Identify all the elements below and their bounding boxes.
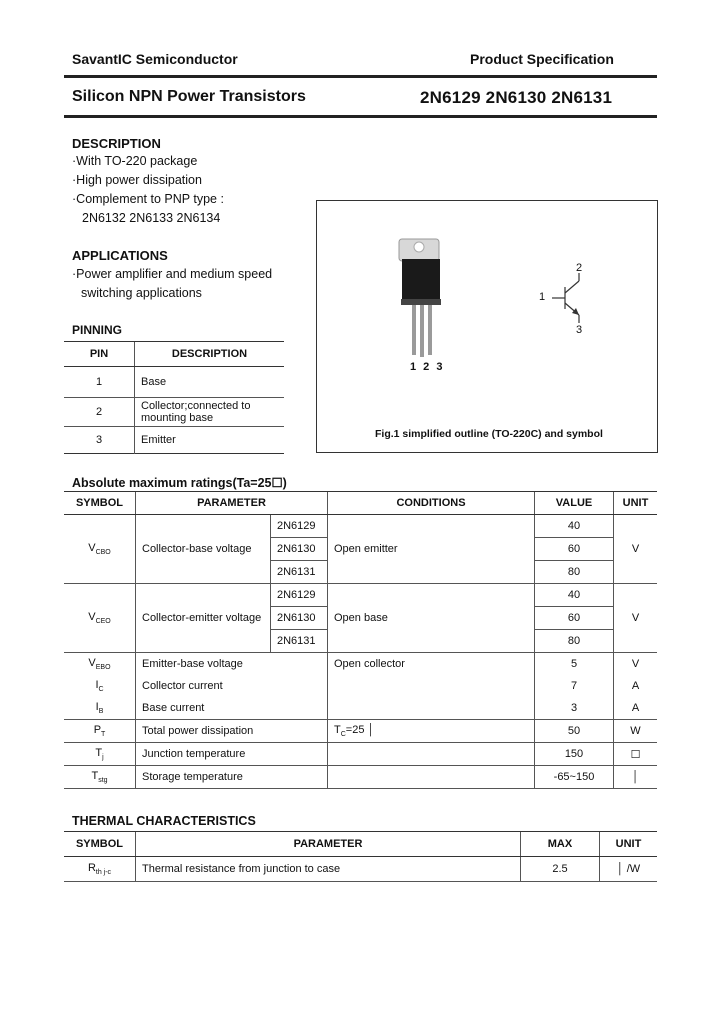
symbol-cell: $T_{stg}$ [64, 766, 136, 789]
unit-cell: │ [614, 766, 658, 789]
desc-col-header: DESCRIPTION [135, 342, 285, 367]
value-cell: 80 [535, 630, 614, 653]
unit-cell: W [614, 720, 658, 743]
col-parameter: PARAMETER [136, 492, 328, 515]
pinning-heading: PINNING [72, 323, 123, 337]
condition-cell [328, 697, 535, 720]
parameter-cell: Emitter-base voltage [136, 653, 328, 676]
unit-cell: A [614, 675, 658, 697]
value-cell: 50 [535, 720, 614, 743]
table-row [64, 697, 657, 720]
condition-cell: Open base [328, 584, 535, 653]
company-name: SavantIC Semiconductor [72, 51, 238, 67]
part-cell: 2N6131 [271, 630, 328, 653]
symbol-pin-1: 1 [539, 291, 546, 303]
description-line: ·High power dissipation [72, 173, 202, 187]
parameter-cell: Collector-emitter voltage [136, 584, 271, 653]
package-pin-labels: 1 2 3 [410, 361, 445, 373]
amr-heading: Absolute maximum ratings(Ta=25☐) [72, 476, 287, 490]
value-cell: 60 [535, 538, 614, 561]
part-cell: 2N6130 [271, 538, 328, 561]
figure-box [316, 200, 658, 453]
col-symbol: SYMBOL [64, 492, 136, 515]
symbol-cell: $V_{CBO}$ [64, 515, 136, 584]
col-unit: UNIT [614, 492, 658, 515]
document-title: Silicon NPN Power Transistors [72, 88, 306, 105]
table-row [64, 653, 657, 676]
part-cell: 2N6130 [271, 607, 328, 630]
parameter-cell: Collector current [136, 675, 328, 697]
unit-cell: A [614, 697, 658, 720]
symbol-cell: $V_{CEO}$ [64, 584, 136, 653]
condition-cell: Open emitter [328, 515, 535, 584]
symbol-pin-3: 3 [576, 324, 583, 336]
symbol-cell: $V_{EBO}$ [88, 656, 111, 672]
description-line: 2N6132 2N6133 2N6134 [82, 211, 221, 225]
table-row [64, 398, 284, 427]
symbol-cell: $R_{th j-c}$ [64, 857, 136, 882]
col-conditions: CONDITIONS [328, 492, 535, 515]
table-row [64, 515, 657, 538]
value-cell: 80 [535, 561, 614, 584]
applications-heading: APPLICATIONS [72, 248, 168, 263]
value-cell: 5 [535, 653, 614, 676]
col-value: VALUE [535, 492, 614, 515]
part-cell: 2N6129 [271, 584, 328, 607]
col-unit: UNIT [600, 832, 658, 857]
value-cell: 40 [535, 584, 614, 607]
pin-number: 3 [95, 434, 103, 446]
table-row [64, 427, 284, 454]
parameter-cell: Collector-base voltage [136, 515, 271, 584]
value-cell: 3 [535, 697, 614, 720]
description-list [72, 152, 224, 228]
condition-cell [328, 675, 535, 697]
unit-cell: V [614, 653, 658, 676]
pin-col-header: PIN [64, 342, 135, 367]
value-cell: 60 [535, 607, 614, 630]
table-row [64, 720, 657, 743]
description-heading: DESCRIPTION [72, 136, 161, 151]
table-row [64, 675, 657, 697]
pin-description: Base [135, 367, 285, 398]
parameter-cell: Base current [136, 697, 328, 720]
pin-number: 2 [95, 406, 103, 418]
condition-cell [328, 766, 535, 789]
col-parameter: PARAMETER [136, 832, 521, 857]
symbol-cell: $P_T$ [64, 720, 136, 743]
symbol-pin-2: 2 [576, 262, 583, 274]
unit-cell: │ /W [600, 857, 658, 882]
unit-cell: V [614, 584, 658, 653]
table-row [64, 367, 284, 398]
unit-cell: ☐ [614, 743, 658, 766]
description-line: ·Complement to PNP type : [72, 192, 224, 206]
spec-label: Product Specification [470, 51, 614, 67]
parameter-cell: Storage temperature [136, 766, 328, 789]
table-row [64, 584, 657, 607]
part-numbers: 2N6129 2N6130 2N6131 [420, 88, 613, 107]
header-rule-bottom [64, 115, 657, 118]
max-cell: 2.5 [521, 857, 600, 882]
symbol-cell: $I_B$ [64, 697, 136, 720]
header-rule-top [64, 75, 657, 78]
parameter-cell: Junction temperature [136, 743, 328, 766]
parameter-cell: Total power dissipation [136, 720, 328, 743]
value-cell: 7 [535, 675, 614, 697]
table-row [64, 857, 657, 882]
thermal-heading: THERMAL CHARACTERISTICS [72, 814, 256, 828]
symbol-cell: $T_j$ [64, 743, 136, 766]
condition-cell [328, 743, 535, 766]
col-max: MAX [521, 832, 600, 857]
pin-number: 1 [95, 376, 103, 388]
figure-caption: Fig.1 simplified outline (TO-220C) and symbol [375, 428, 603, 440]
pin-description: Collector;connected to mounting base [135, 398, 285, 427]
table-row [64, 743, 657, 766]
value-cell: 40 [535, 515, 614, 538]
absolute-max-ratings-table [64, 491, 657, 789]
part-cell: 2N6131 [271, 561, 328, 584]
table-row [64, 766, 657, 789]
application-line: switching applications [81, 286, 202, 300]
thermal-table [64, 831, 657, 882]
npn-transistor-symbol [552, 273, 579, 323]
application-line: ·Power amplifier and medium speed [72, 267, 273, 281]
package-outline-drawing [317, 201, 657, 452]
value-cell: -65~150 [535, 766, 614, 789]
pin-description: Emitter [135, 427, 285, 454]
part-cell: 2N6129 [271, 515, 328, 538]
symbol-cell: $I_C$ [95, 678, 104, 694]
applications-list [72, 265, 272, 303]
value-cell: 150 [535, 743, 614, 766]
condition-cell: Open collector [328, 653, 535, 676]
condition-cell: $T_C=25$ │ [328, 720, 535, 743]
parameter-cell: Thermal resistance from junction to case [136, 857, 521, 882]
pinning-table [64, 341, 284, 454]
description-line: ·With TO-220 package [72, 154, 198, 168]
unit-cell: V [614, 515, 658, 584]
col-symbol: SYMBOL [64, 832, 136, 857]
